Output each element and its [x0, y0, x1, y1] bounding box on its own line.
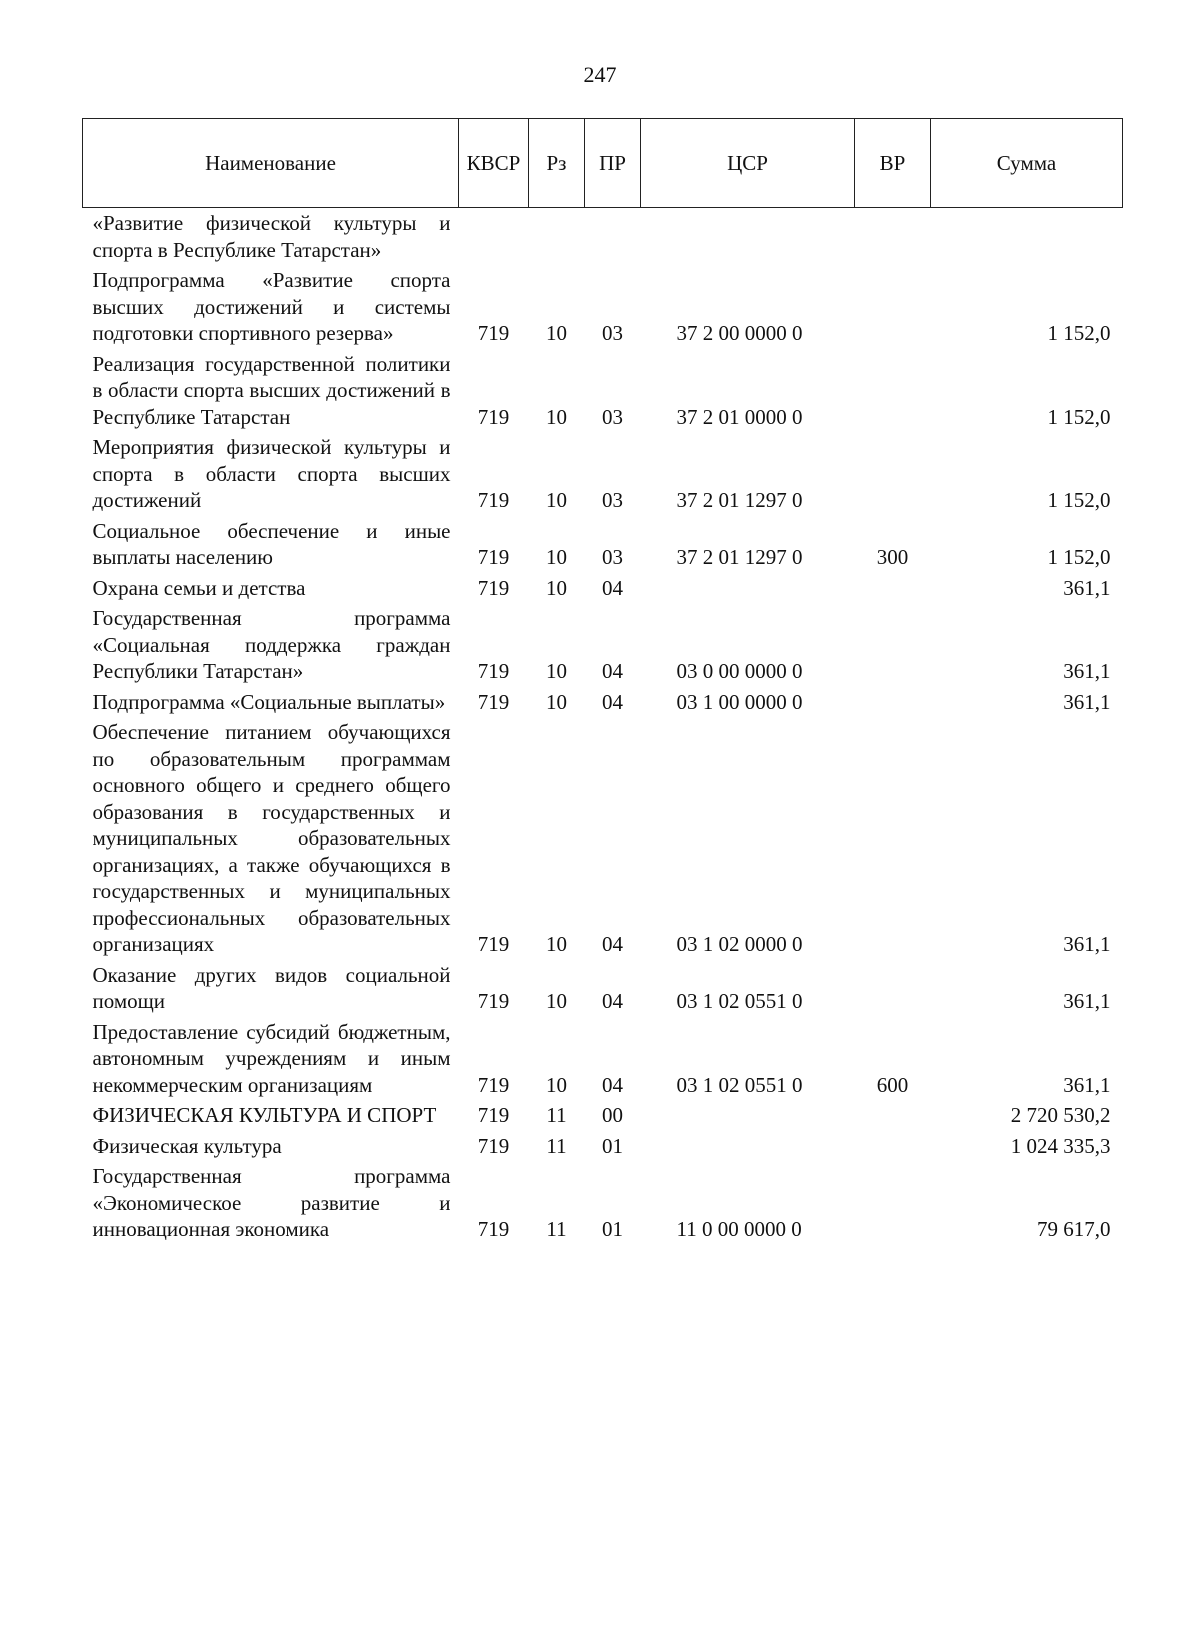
- cell-vr: [855, 349, 931, 433]
- page-number: 247: [583, 62, 617, 87]
- cell-pr: 03: [602, 321, 623, 345]
- cell-kvsr: 719: [477, 932, 510, 956]
- cell-sum: [931, 208, 1123, 266]
- table-row: [83, 1017, 1123, 1101]
- cell-csr: [641, 1131, 855, 1162]
- cell-name: Подпрограмма «Развитие спорта высших достижений и системы подготовки спортивного резерва»: [92, 268, 451, 345]
- cell-rz: 10: [546, 321, 567, 345]
- cell-rz: 10: [546, 404, 567, 429]
- cell-name: Обеспечение питанием обучающихся по образовательным программам основного общего и среднего общего образования в государственных и муниципальных образовательных организациях, а также обучающихся в государственных и муниципальных профессиональных образовательных организациях: [92, 720, 451, 956]
- cell-pr: 03: [602, 545, 623, 569]
- cell-rz: 10: [546, 575, 567, 600]
- cell-sum: 79 617,0: [1037, 1217, 1111, 1241]
- cell-csr: 03 1 02 0551 0: [676, 1072, 803, 1097]
- table-row: [83, 960, 1123, 1017]
- cell-csr: 37 2 01 1297 0: [676, 545, 803, 569]
- cell-sum: 361,1: [1063, 575, 1111, 600]
- cell-name: Охрана семьи и детства: [92, 575, 306, 600]
- cell-vr: [855, 265, 931, 349]
- budget-table: [82, 118, 1123, 1245]
- cell-vr: [855, 960, 931, 1017]
- table-row: [83, 1161, 1123, 1245]
- cell-rz: 11: [546, 1133, 567, 1158]
- cell-kvsr: [459, 208, 529, 266]
- cell-kvsr: 719: [477, 1133, 510, 1158]
- cell-kvsr: 719: [477, 545, 510, 569]
- table-row: [83, 265, 1123, 349]
- table-header: [83, 119, 1123, 208]
- cell-rz: 10: [546, 932, 567, 956]
- cell-sum: 361,1: [1063, 689, 1111, 714]
- header-name: Наименование: [83, 119, 459, 208]
- cell-name: Социальное обеспечение и иные выплаты населению: [92, 518, 451, 569]
- cell-kvsr: 719: [477, 1103, 510, 1127]
- cell-kvsr: 719: [477, 321, 510, 345]
- cell-sum: 1 152,0: [1047, 488, 1111, 512]
- table-row: [83, 349, 1123, 433]
- cell-vr: [855, 573, 931, 604]
- cell-sum: 1 152,0: [1047, 545, 1111, 569]
- cell-vr: [855, 1131, 931, 1162]
- cell-kvsr: 719: [477, 689, 510, 714]
- budget-table-container: [82, 118, 1122, 1245]
- cell-pr: 03: [602, 404, 623, 429]
- cell-kvsr: 719: [477, 1072, 510, 1097]
- cell-name: Реализация государственной политики в области спорта высших достижений в Республике Татарстан: [92, 351, 451, 429]
- cell-name: Государственная программа «Экономическое развитие и инновационная экономика: [92, 1164, 451, 1241]
- cell-kvsr: 719: [477, 989, 510, 1013]
- cell-pr: 04: [602, 659, 623, 683]
- cell-vr: 600: [876, 1072, 909, 1097]
- cell-rz: 10: [546, 689, 567, 714]
- cell-pr: 04: [602, 989, 623, 1013]
- cell-csr: [641, 1100, 855, 1131]
- cell-vr: [855, 208, 931, 266]
- cell-sum: 1 152,0: [1047, 321, 1111, 345]
- cell-pr: 04: [602, 689, 623, 714]
- cell-rz: 11: [546, 1217, 567, 1241]
- table-row: [83, 687, 1123, 718]
- cell-csr: [641, 208, 855, 266]
- cell-pr: 00: [602, 1103, 623, 1127]
- cell-vr: 300: [876, 545, 909, 569]
- cell-name: Предоставление субсидий бюджетным, автономным учреждениям и иным некоммерческим организациям: [92, 1019, 451, 1097]
- cell-pr: 01: [602, 1217, 623, 1241]
- cell-csr: 03 0 00 0000 0: [676, 659, 803, 683]
- table-row: [83, 1131, 1123, 1162]
- header-rz: Рз: [529, 119, 585, 208]
- cell-sum: 361,1: [1063, 989, 1111, 1013]
- table-row: [83, 603, 1123, 687]
- cell-name: Мероприятия физической культуры и спорта в области спорта высших достижений: [92, 435, 451, 512]
- header-sum: Сумма: [931, 119, 1123, 208]
- cell-kvsr: 719: [477, 1217, 510, 1241]
- cell-csr: 37 2 01 0000 0: [676, 404, 803, 429]
- header-csr: ЦСР: [641, 119, 855, 208]
- cell-pr: [585, 208, 641, 266]
- cell-kvsr: 719: [477, 575, 510, 600]
- header-kvsr: КВСР: [459, 119, 529, 208]
- table-row: [83, 516, 1123, 573]
- table-row: [83, 573, 1123, 604]
- table-row: [83, 717, 1123, 960]
- cell-rz: 10: [546, 659, 567, 683]
- cell-csr: 03 1 00 0000 0: [676, 689, 803, 714]
- cell-vr: [855, 432, 931, 516]
- cell-sum: 1 024 335,3: [1010, 1133, 1111, 1158]
- cell-pr: 04: [602, 932, 623, 956]
- header-pr: ПР: [585, 119, 641, 208]
- cell-pr: 04: [602, 575, 623, 600]
- cell-vr: [855, 1161, 931, 1245]
- cell-csr: 11 0 00 0000 0: [676, 1217, 802, 1241]
- cell-sum: 361,1: [1063, 659, 1111, 683]
- cell-rz: 10: [546, 488, 567, 512]
- cell-sum: 2 720 530,2: [1010, 1103, 1111, 1127]
- cell-sum: 361,1: [1063, 932, 1111, 956]
- cell-pr: 04: [602, 1072, 623, 1097]
- cell-pr: 03: [602, 488, 623, 512]
- cell-csr: 03 1 02 0551 0: [676, 989, 803, 1013]
- header-vr: ВР: [855, 119, 931, 208]
- cell-rz: 11: [546, 1103, 567, 1127]
- cell-name: «Развитие физической культуры и спорта в Республике Татарстан»: [92, 211, 451, 262]
- cell-csr: [641, 573, 855, 604]
- cell-name: Государственная программа «Социальная поддержка граждан Республики Татарстан»: [92, 606, 451, 683]
- cell-vr: [855, 1100, 931, 1131]
- table-row: [83, 1100, 1123, 1131]
- cell-name: ФИЗИЧЕСКАЯ КУЛЬТУРА И СПОРТ: [92, 1103, 437, 1127]
- table-body: [83, 208, 1123, 1245]
- cell-kvsr: 719: [477, 488, 510, 512]
- cell-rz: 10: [546, 1072, 567, 1097]
- cell-name: Физическая культура: [92, 1133, 282, 1158]
- cell-vr: [855, 687, 931, 718]
- cell-csr: 37 2 01 1297 0: [676, 488, 803, 512]
- cell-csr: 37 2 00 0000 0: [676, 321, 803, 345]
- cell-sum: 1 152,0: [1047, 404, 1111, 429]
- table-row: [83, 432, 1123, 516]
- cell-pr: 01: [602, 1133, 623, 1158]
- cell-name: Подпрограмма «Социальные выплаты»: [92, 689, 446, 714]
- cell-csr: 03 1 02 0000 0: [676, 932, 803, 956]
- cell-rz: 10: [546, 545, 567, 569]
- cell-rz: 10: [546, 989, 567, 1013]
- cell-vr: [855, 603, 931, 687]
- cell-vr: [855, 717, 931, 960]
- cell-name: Оказание других видов социальной помощи: [92, 962, 451, 1013]
- table-row: [83, 208, 1123, 266]
- cell-kvsr: 719: [477, 659, 510, 683]
- cell-rz: [529, 208, 585, 266]
- cell-kvsr: 719: [477, 404, 510, 429]
- cell-sum: 361,1: [1063, 1072, 1111, 1097]
